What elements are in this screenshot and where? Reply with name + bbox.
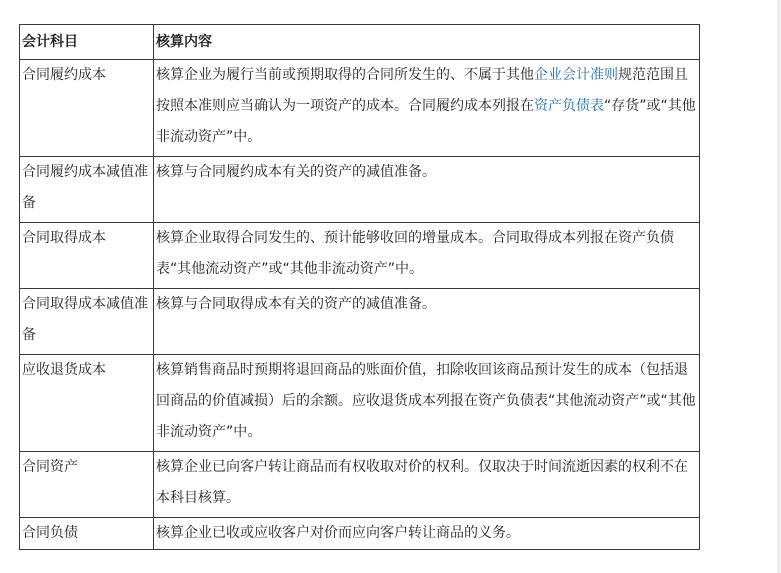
table-row <box>20 289 700 355</box>
subject-cell: 合同取得成本 <box>20 223 154 289</box>
page-right-edge <box>777 0 781 573</box>
content-cell <box>154 518 700 550</box>
content-text: 核算企业已收或应收客户对价而应向客户转让商品的义务。 <box>156 525 520 541</box>
content-text: “存货”或“其他非流动资产”中。 <box>156 98 696 145</box>
cut-off-text-line <box>19 566 759 573</box>
content-cell <box>154 452 700 518</box>
content-text: 核算企业已向客户转让商品而有权收取对价的权利。仅取决于时间流逝因素的权利不在本科目核算。 <box>156 459 688 506</box>
table-row <box>20 518 700 550</box>
table-row <box>20 355 700 452</box>
inline-link[interactable]: 企业会计准则 <box>534 67 618 83</box>
table-row <box>20 157 700 223</box>
content-text: 核算与合同取得成本有关的资产的减值准备。 <box>156 296 436 312</box>
inline-link[interactable]: 资产负债表 <box>534 98 604 114</box>
accounting-subjects-table <box>19 24 700 550</box>
content-cell <box>154 355 700 452</box>
content-cell <box>154 60 700 157</box>
subject-cell: 合同履约成本 <box>20 60 154 157</box>
content-cell <box>154 223 700 289</box>
table-row <box>20 452 700 518</box>
content-text: 核算企业为履行当前或预期取得的合同所发生的、不属于其他 <box>156 67 534 83</box>
subject-cell: 合同负债 <box>20 518 154 550</box>
content-cell <box>154 289 700 355</box>
table-row <box>20 60 700 157</box>
subject-cell: 合同资产 <box>20 452 154 518</box>
content-text: 核算与合同履约成本有关的资产的减值准备。 <box>156 164 436 180</box>
subject-cell: 合同取得成本减值准备 <box>20 289 154 355</box>
subject-cell: 应收退货成本 <box>20 355 154 452</box>
table-header-row <box>20 25 700 60</box>
table-row <box>20 223 700 289</box>
content-cell <box>154 157 700 223</box>
header-content: 核算内容 <box>154 25 700 60</box>
content-text: 核算销售商品时预期将退回商品的账面价值，扣除收回该商品预计发生的成本（包括退回商品的价值减损）后的余额。应收退货成本列报在资产负债表“其他流动资产”或“其他非流动资产”中。 <box>156 362 696 440</box>
subject-cell: 合同履约成本减值准备 <box>20 157 154 223</box>
header-subject: 会计科目 <box>20 25 154 60</box>
content-text: 核算企业取得合同发生的、预计能够收回的增量成本。合同取得成本列报在资产负债表“其他流动资产”或“其他非流动资产”中。 <box>156 230 674 277</box>
content-text: 规范范围且按照本准则应当确认为一项资产的成本。合同履约成本列报在 <box>156 67 688 114</box>
